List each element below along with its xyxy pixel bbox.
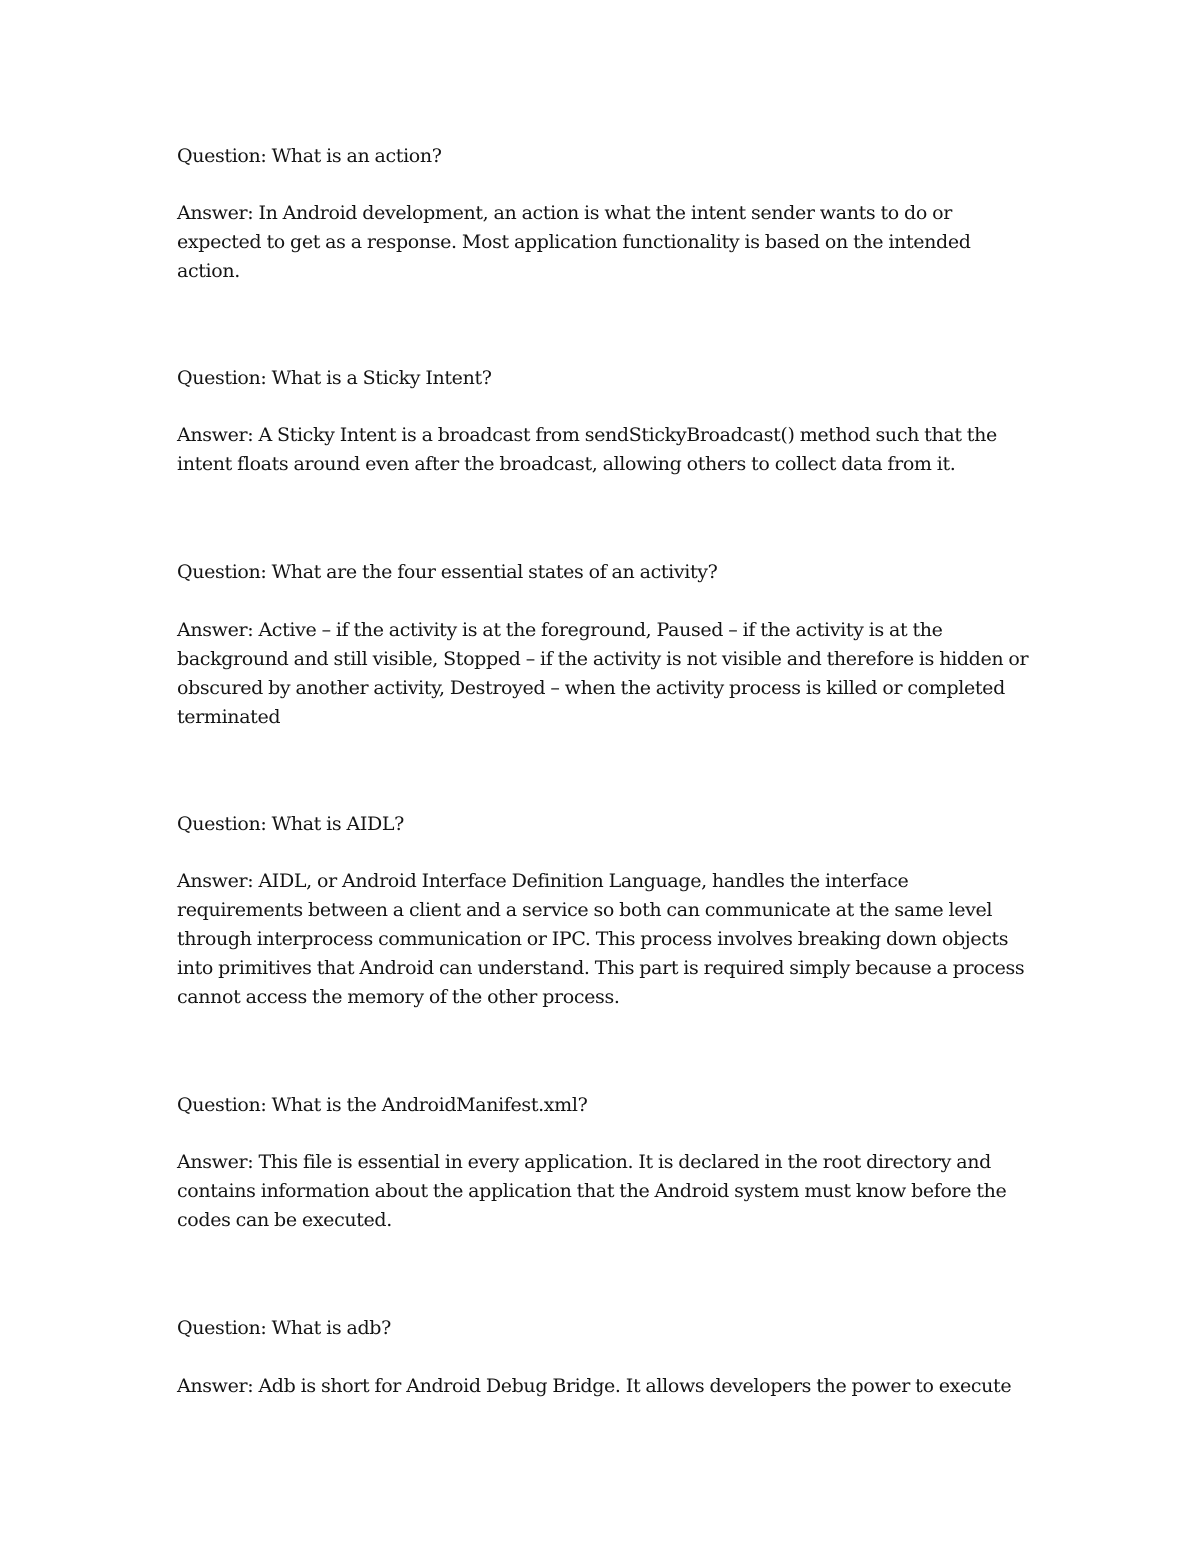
- question-6: Question: What is adb?: [177, 1317, 391, 1339]
- question-5: Question: What is the AndroidManifest.xml?: [177, 1094, 588, 1116]
- answer-1: Answer: In Android development, an action is what the intent sender wants to do or expected to get as a response. Most application functionality is based on the intended action.: [177, 202, 971, 282]
- question-4: Question: What is AIDL?: [177, 813, 404, 835]
- question-3: Question: What are the four essential states of an activity?: [177, 561, 718, 583]
- answer-4: Answer: AIDL, or Android Interface Definition Language, handles the interface requirements between a client and a service so both can communicate at the same level through interprocess communication or IPC. This process involves breaking down objects into primitives that Android can understand. This part is required simply because a process cannot access the memory of the other process.: [177, 870, 1025, 1008]
- question-2: Question: What is a Sticky Intent?: [177, 367, 492, 389]
- answer-2: Answer: A Sticky Intent is a broadcast from sendStickyBroadcast() method such that the intent floats around even after the broadcast, allowing others to collect data from it.: [177, 424, 997, 475]
- answer-3: Answer: Active – if the activity is at the foreground, Paused – if the activity is at the background and still visible, Stopped – if the activity is not visible and therefore is hidden or obscured by another activity, Destroyed – when the activity process is killed or completed terminated: [177, 619, 1029, 728]
- answer-5: Answer: This file is essential in every application. It is declared in the root directory and contains information about the application that the Android system must know before the codes can be executed.: [177, 1151, 1007, 1231]
- answer-6: Answer: Adb is short for Android Debug Bridge. It allows developers the power to execute: [177, 1375, 1012, 1397]
- question-1: Question: What is an action?: [177, 145, 442, 167]
